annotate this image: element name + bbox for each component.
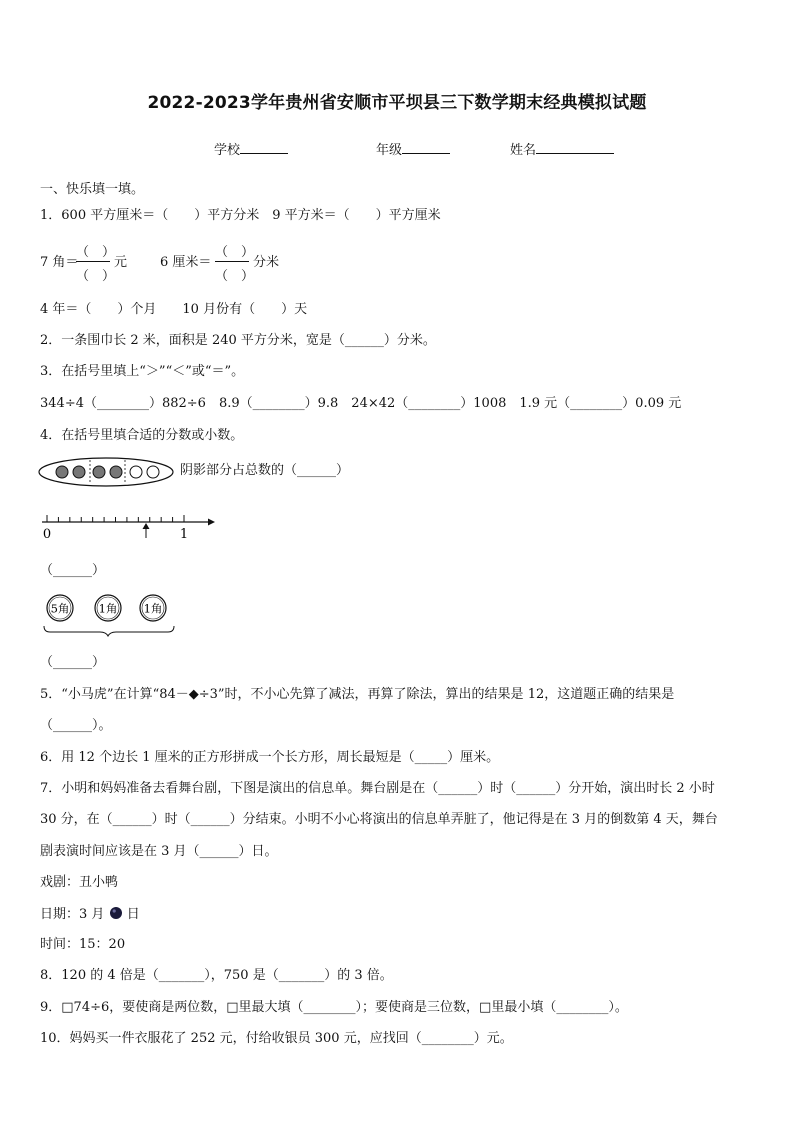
coins-answer: （______） bbox=[40, 655, 106, 670]
name-blank[interactable] bbox=[536, 141, 614, 154]
number-line-one-label: 1 bbox=[179, 527, 189, 542]
coin-5-jiao: 5角 bbox=[50, 601, 70, 616]
question-8: 8．120 的 4 倍是（_______），750 是（_______）的 3 倍。 bbox=[40, 968, 393, 983]
show-info-date bbox=[40, 906, 140, 923]
grade-label: 年级 bbox=[376, 143, 403, 158]
fraction-2-prefix: 6 厘米＝ bbox=[160, 255, 212, 270]
coin-1-jiao-b: 1角 bbox=[143, 601, 163, 616]
question-7-line-1: 7．小明和妈妈准备去看舞台剧，下图是演出的信息单。舞台剧是在（______）时（______）分开始，演出时长 2 小时 bbox=[40, 781, 715, 796]
number-line-zero-label: 0 bbox=[42, 527, 52, 542]
question-3-line-2: 344÷4（________）882÷6 8.9（________）9.8 24×42（________）1008 1.9 元（________）0.09 元 bbox=[40, 396, 682, 411]
section-heading: 一、快乐填一填。 bbox=[40, 182, 145, 197]
question-5-line-1: 5．“小马虎”在计算“84－◆÷3”时，不小心先算了减法，再算了除法，算出的结果是 12，这道题正确的结果是 bbox=[40, 687, 675, 702]
question-7-line-2: 30 分，在（______）时（______）分结束。小明不小心将演出的信息单弄脏了，他记得是在 3 月的倒数第 4 天，舞台 bbox=[40, 812, 718, 827]
fraction-2-suffix: 分米 bbox=[253, 255, 280, 270]
show-info-date-suffix: 日 bbox=[126, 907, 140, 922]
question-6: 6．用 12 个边长 1 厘米的正方形拼成一个长方形，周长最短是（_____）厘米。 bbox=[40, 750, 500, 765]
show-info-drama: 戏剧：丑小鸭 bbox=[40, 875, 119, 890]
name-label: 姓名 bbox=[510, 143, 537, 158]
school-blank[interactable] bbox=[240, 141, 288, 154]
grade-field[interactable] bbox=[376, 141, 450, 159]
fraction-1-numerator[interactable]: （ ） bbox=[76, 245, 116, 260]
fraction-1-prefix: 7 角＝ bbox=[40, 255, 79, 270]
school-label: 学校 bbox=[214, 143, 241, 158]
fraction-2-bar bbox=[215, 261, 249, 262]
shaded-oval-figure bbox=[36, 455, 176, 489]
school-field[interactable] bbox=[214, 141, 288, 159]
coins-figure bbox=[40, 592, 180, 638]
question-3-line-1: 3．在括号里填上“＞”“＜”或“＝”。 bbox=[40, 364, 245, 379]
question-1-line-1: 1．600 平方厘米＝（ ）平方分米 9 平方米＝（ ）平方厘米 bbox=[40, 208, 441, 223]
question-4-line-1: 4．在括号里填合适的分数或小数。 bbox=[40, 428, 244, 443]
fraction-1-bar bbox=[76, 261, 110, 262]
number-line-answer: （______） bbox=[40, 563, 106, 578]
show-info-time: 时间：15：20 bbox=[40, 937, 126, 952]
question-2: 2．一条围巾长 2 米，面积是 240 平方分米，宽是（______）分米。 bbox=[40, 333, 436, 348]
show-info-date-prefix: 日期：3 月 bbox=[40, 907, 105, 922]
name-field[interactable] bbox=[510, 141, 614, 159]
coin-1-jiao-a: 1角 bbox=[98, 601, 118, 616]
question-9: 9．□74÷6，要使商是两位数，□里最大填（________）；要使商是三位数，□里最小填（________）。 bbox=[40, 1000, 628, 1015]
number-line bbox=[36, 508, 216, 542]
fraction-1-suffix: 元 bbox=[114, 255, 128, 270]
question-7-line-3: 剧表演时间应该是在 3 月（______）日。 bbox=[40, 844, 278, 859]
fraction-2-denominator[interactable]: （ ） bbox=[215, 269, 255, 284]
grade-blank[interactable] bbox=[402, 141, 450, 154]
question-1-line-3: 4 年＝（ ）个月 10 月份有（ ）天 bbox=[40, 302, 308, 317]
page-title: 2022-2023学年贵州省安顺市平坝县三下数学期末经典模拟试题 bbox=[147, 93, 647, 113]
fraction-2-numerator[interactable]: （ ） bbox=[215, 245, 255, 260]
ink-blot-icon bbox=[109, 906, 123, 920]
oval-question: 阴影部分占总数的（______） bbox=[180, 463, 350, 478]
fraction-1-denominator[interactable]: （ ） bbox=[76, 269, 116, 284]
question-5-line-2: （______）。 bbox=[40, 718, 112, 733]
question-10: 10．妈妈买一件衣服花了 252 元，付给收银员 300 元，应找回（________）元。 bbox=[40, 1031, 513, 1046]
